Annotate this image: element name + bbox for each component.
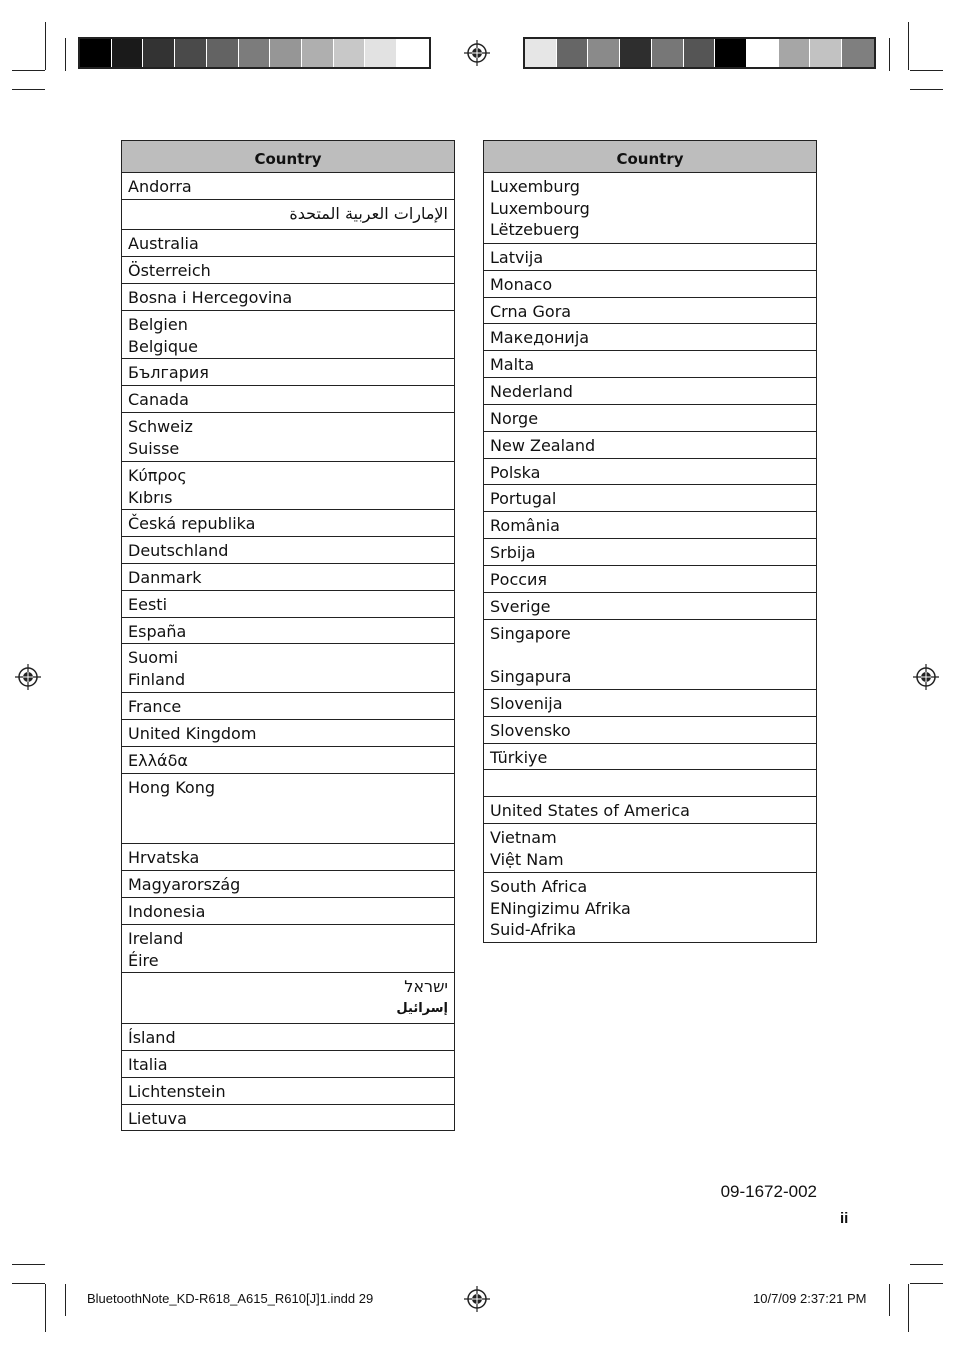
table-row (122, 173, 454, 200)
country-name: Indonesia (128, 902, 206, 921)
country-name: España (128, 622, 187, 641)
color-swatch (588, 39, 620, 67)
color-swatch (842, 39, 874, 67)
country-name: Lietuva (128, 1109, 187, 1128)
table-row (122, 1078, 454, 1105)
country-name: ישראל (404, 977, 448, 996)
country-name: Schweiz (128, 417, 193, 436)
country-name: Finland (128, 669, 186, 689)
country-name: Nederland (490, 382, 573, 401)
table-row (122, 200, 454, 230)
table-row (122, 386, 454, 413)
country-name: Srbija (490, 543, 536, 562)
color-swatch (239, 39, 271, 67)
country-name: Portugal (490, 489, 557, 508)
color-swatch (365, 39, 397, 67)
color-bar-left (78, 37, 431, 69)
slug-date-info: 10/7/09 2:37:21 PM (753, 1291, 867, 1306)
color-bar-right (523, 37, 876, 69)
color-swatch (620, 39, 652, 67)
table-header: Country (122, 141, 454, 173)
country-name: Κύπρος (128, 466, 187, 485)
country-name: Ireland (128, 929, 184, 948)
table-row (484, 405, 816, 432)
table-row (122, 510, 454, 537)
country-name: Danmark (128, 568, 202, 587)
color-swatch (715, 39, 747, 67)
table-row (484, 459, 816, 485)
table-row (484, 770, 816, 797)
country-name: Suid-Afrika (490, 920, 577, 939)
country-name: Belgique (128, 336, 199, 356)
country-name (128, 799, 448, 821)
table-row (484, 271, 816, 298)
country-name: Andorra (128, 177, 192, 196)
country-name: Hong Kong (128, 778, 215, 797)
table-row (122, 1024, 454, 1051)
country-name: Hrvatska (128, 848, 200, 867)
country-name: Österreich (128, 261, 211, 280)
table-row (122, 1105, 454, 1130)
country-table-left (121, 140, 455, 1131)
country-name: South Africa (490, 877, 588, 896)
color-swatch (684, 39, 716, 67)
table-row (122, 311, 454, 359)
table-row (484, 173, 816, 244)
table-row (122, 693, 454, 720)
table-row (122, 257, 454, 284)
table-row (122, 898, 454, 925)
country-name: Lëtzebuerg (490, 220, 580, 239)
country-name: Македонија (490, 328, 590, 347)
table-row (122, 618, 454, 644)
table-row (484, 824, 816, 873)
country-name: Slovenija (490, 694, 563, 713)
table-row (122, 413, 454, 462)
table-row (484, 244, 816, 271)
country-name: Slovensko (490, 721, 571, 740)
table-row (484, 378, 816, 405)
country-name: Magyarország (128, 875, 241, 894)
table-row (484, 351, 816, 378)
country-name: Malta (490, 355, 535, 374)
country-name: България (128, 363, 209, 382)
table-row (122, 720, 454, 747)
color-swatch (302, 39, 334, 67)
country-name: France (128, 697, 182, 716)
country-name: Italia (128, 1055, 168, 1074)
country-name: Australia (128, 234, 199, 253)
table-row (484, 539, 816, 566)
country-name: Éire (128, 950, 159, 970)
country-name: Luxembourg (490, 198, 590, 218)
color-swatch (80, 39, 112, 67)
country-name: Россия (490, 570, 548, 589)
country-name (490, 773, 810, 795)
country-name: Ísland (128, 1028, 176, 1047)
country-name: Eesti (128, 595, 168, 614)
color-swatch (779, 39, 811, 67)
country-name: Vietnam (490, 828, 557, 847)
country-name: România (490, 516, 560, 535)
registration-mark-icon (464, 1286, 490, 1312)
table-row (122, 973, 454, 1024)
table-row (122, 925, 454, 973)
country-name: Luxemburg (490, 177, 580, 196)
table-row (122, 1051, 454, 1078)
country-name: United Kingdom (128, 724, 257, 743)
table-header: Country (484, 141, 816, 173)
table-row (484, 593, 816, 620)
country-name: Singapore (490, 624, 571, 643)
country-name: Sverige (490, 597, 551, 616)
country-name: Česká republika (128, 514, 256, 533)
table-row (484, 620, 816, 690)
table-row (484, 432, 816, 459)
country-name: Türkiye (490, 748, 548, 767)
table-row (484, 690, 816, 717)
registration-mark-icon (15, 664, 41, 690)
table-row (484, 485, 816, 512)
color-swatch (397, 39, 429, 67)
table-row (122, 537, 454, 564)
country-name: Singapura (490, 667, 572, 686)
table-row (484, 797, 816, 824)
country-name: Belgien (128, 315, 188, 334)
country-name: الإمارات العربية المتحدة (289, 204, 448, 223)
document-number: 09-1672-002 (720, 1182, 817, 1201)
page-number: ii (840, 1210, 849, 1227)
table-row (484, 298, 816, 324)
table-row (122, 871, 454, 898)
country-name: Monaco (490, 275, 553, 294)
table-row (484, 873, 816, 942)
country-name: إسرائيل (396, 1000, 448, 1016)
country-name: Canada (128, 390, 189, 409)
color-swatch (525, 39, 557, 67)
country-name: Crna Gora (490, 302, 572, 321)
color-swatch (334, 39, 366, 67)
country-name (490, 645, 810, 667)
country-name: Bosna i Hercegovina (128, 288, 293, 307)
table-row (484, 324, 816, 351)
country-table-right (483, 140, 817, 943)
color-swatch (175, 39, 207, 67)
table-row (122, 644, 454, 693)
country-name (128, 820, 448, 842)
country-name: Ελλάδα (128, 751, 188, 770)
table-row (484, 717, 816, 744)
table-row (122, 359, 454, 386)
country-name: Suisse (128, 438, 180, 458)
country-name: Việt Nam (490, 849, 564, 869)
registration-mark-icon (464, 40, 490, 66)
country-name: Norge (490, 409, 539, 428)
table-row (484, 566, 816, 593)
table-row (122, 591, 454, 618)
color-swatch (747, 39, 779, 67)
table-row (122, 284, 454, 311)
table-row (122, 564, 454, 591)
color-swatch (557, 39, 589, 67)
country-name: New Zealand (490, 436, 596, 455)
color-swatch (270, 39, 302, 67)
country-name: Suomi (128, 648, 179, 667)
country-name: ENingizimu Afrika (490, 898, 631, 918)
table-row (484, 512, 816, 539)
country-name: Lichtenstein (128, 1082, 226, 1101)
country-name: Deutschland (128, 541, 229, 560)
color-swatch (652, 39, 684, 67)
table-row (122, 774, 454, 844)
slug-file-info: BluetoothNote_KD-R618_A615_R610[J]1.indd 29 (87, 1291, 374, 1306)
country-name: Latvija (490, 248, 544, 267)
table-row (122, 844, 454, 871)
table-row (484, 744, 816, 770)
registration-mark-icon (913, 664, 939, 690)
color-swatch (112, 39, 144, 67)
table-row (122, 462, 454, 510)
color-swatch (810, 39, 842, 67)
country-name: Polska (490, 463, 541, 482)
country-name: Kıbrıs (128, 487, 173, 507)
color-swatch (143, 39, 175, 67)
color-swatch (207, 39, 239, 67)
country-name: United States of America (490, 801, 690, 820)
table-row (122, 747, 454, 774)
table-row (122, 230, 454, 257)
